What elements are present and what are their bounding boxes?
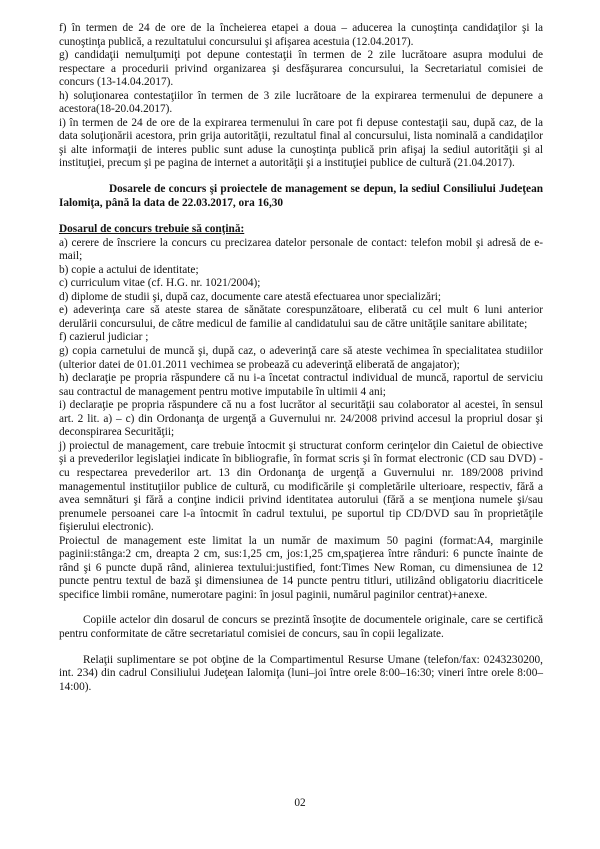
dossier-item-h: h) declaraţie pe propria răspundere că nu i-a încetat contractul individual de muncă, raportul de serviciu sau contractul de management pentru motive imputabile în ultimii 4 ani; bbox=[59, 372, 543, 398]
copies-paragraph: Copiile actelor din dosarul de concurs se prezintă însoţite de documentele originale, care se certifică pentru conformitate de către secretariatul comisiei de concurs, sau în copii legalizate. bbox=[59, 614, 543, 640]
page-number: 02 bbox=[294, 797, 306, 809]
item-i: i) în termen de 24 de ore de la expirarea termenului în care pot fi depuse contestaţii sau, după caz, de la data soluţionării acestora, prin grija autorităţii, rezultatul final al concursului, lista nominală a candidaţilor şi alte informaţii de interes public sunt aduse la cunoştinţa publică prin afişaj la sediul autorităţii şi al instituţiei, precum şi pe pagina de internet a autorităţii şi a instituţiei publice de cultură (21.04.2017). bbox=[59, 116, 543, 170]
item-h: h) soluţionarea contestaţiilor în termen de 3 zile lucrătoare de la expirarea termenului de depunere a acestora(18-20.04.2017). bbox=[59, 89, 543, 116]
dossier-item-f: f) cazierul judiciar ; bbox=[59, 331, 149, 344]
dossier-item-c: c) curriculum vitae (cf. H.G. nr. 1021/2004); bbox=[59, 277, 261, 290]
document-page bbox=[59, 22, 543, 694]
item-g: g) candidaţii nemulţumiţi pot depune contestaţii în termen de 2 zile lucrătoare asupra modului de respectare a procedurii privind organizarea şi desfăşurarea concursului, la Secretariatul comisiei de concurs (13-14.04.2017). bbox=[59, 49, 543, 89]
format-paragraph: Proiectul de management este limitat la un număr de maximum 50 pagini (format:A4, marginile paginii:stânga:2 cm, dreapta 2 cm, sus:1,25 cm, jos:1,25 cm,spaţierea între rânduri: 6 puncte înainte de rând şi 6 puncte după rând, alinierea textului:justified, font:Times New Roman, cu dimensiunea de 12 puncte pentru textul de bază şi dimensiunea de 14 puncte pentru titluri, utilizând obligatoriu diacriticele specifice limbii române, numerotare pagini: în josul paginii, numărul paginilor centrat)+anexe. bbox=[59, 534, 543, 601]
dossier-item-a: a) cerere de înscriere la concurs cu precizarea datelor personale de contact: telefon mobil şi adresă de e-mail; bbox=[59, 236, 543, 263]
deadline-heading: Dosarele de concurs şi proiectele de management se depun, la sediul Consiliului Judeţean Ialomiţa, până la data de 22.03.2017, ora 16,30 bbox=[59, 183, 543, 209]
dossier-item-j: j) proiectul de management, care trebuie întocmit şi structurat conform cerinţelor din Caietul de obiective şi a prevederilor legislaţiei indicate în bibliografie, în format scris şi în format electronic (CD sau DVD) - cu respectarea prevederilor art. 13 din Ordonanţa de urgenţă a Guvernului nr. 189/2008 privind managementul instituţiilor publice de cultură, cu modificările şi completările ulterioare, respectiv, fără a avea semnături şi fără a conţine indicii privind identitatea autorului (fără a se menţiona numele şi/sau prenumele persoanei care l-a întocmit în cadrul textului, pe suportul tip CD/DVD sau în proprietăţile fişierului electronic). bbox=[59, 439, 543, 534]
item-f: f) în termen de 24 de ore de la încheierea etapei a doua – aducerea la cunoştinţa candidaţilor şi la cunoştinţa publică, a rezultatului concursului şi afişarea acestuia (12.04.2017). bbox=[59, 22, 543, 48]
dossier-item-d: d) diplome de studii şi, după caz, documente care atestă efectuarea unor specializări; bbox=[59, 290, 442, 303]
dossier-heading: Dosarul de concurs trebuie să conţină: bbox=[59, 223, 245, 236]
dossier-item-g: g) copia carnetului de muncă şi, după caz, o adeverinţă care să ateste vechimea în specialitatea studiilor (ulterior datei de 01.01.2011 vechimea se probează cu adeverinţă eliberată de angajator); bbox=[59, 345, 543, 371]
dossier-item-b: b) copie a actului de identitate; bbox=[59, 263, 199, 276]
info-paragraph: Relaţii suplimentare se pot obţine de la Compartimentul Resurse Umane (telefon/fax: 0243230200, int. 234) din cadrul Consiliului Judeţean Ialomiţa (luni–joi între orele 8:00–16:30; vineri între orele 8:00–14:00). bbox=[59, 653, 543, 693]
dossier-item-e: e) adeverinţa care să ateste starea de sănătate corespunzătoare, eliberată cu cel mult 6 luni anterior derulării concursului, de către medicul de familie al candidatului sau de către unităţile sanitare abilitate; bbox=[59, 304, 543, 330]
dossier-item-i: i) declaraţie pe propria răspundere că nu a fost lucrător al securităţii sau colaborator al acestei, în sensul art. 2 lit. a) – c) din Ordonanţa de urgenţă a Guvernului nr. 24/2008 privind accesul la propriul dosar şi deconspirarea Securităţii; bbox=[59, 399, 543, 439]
